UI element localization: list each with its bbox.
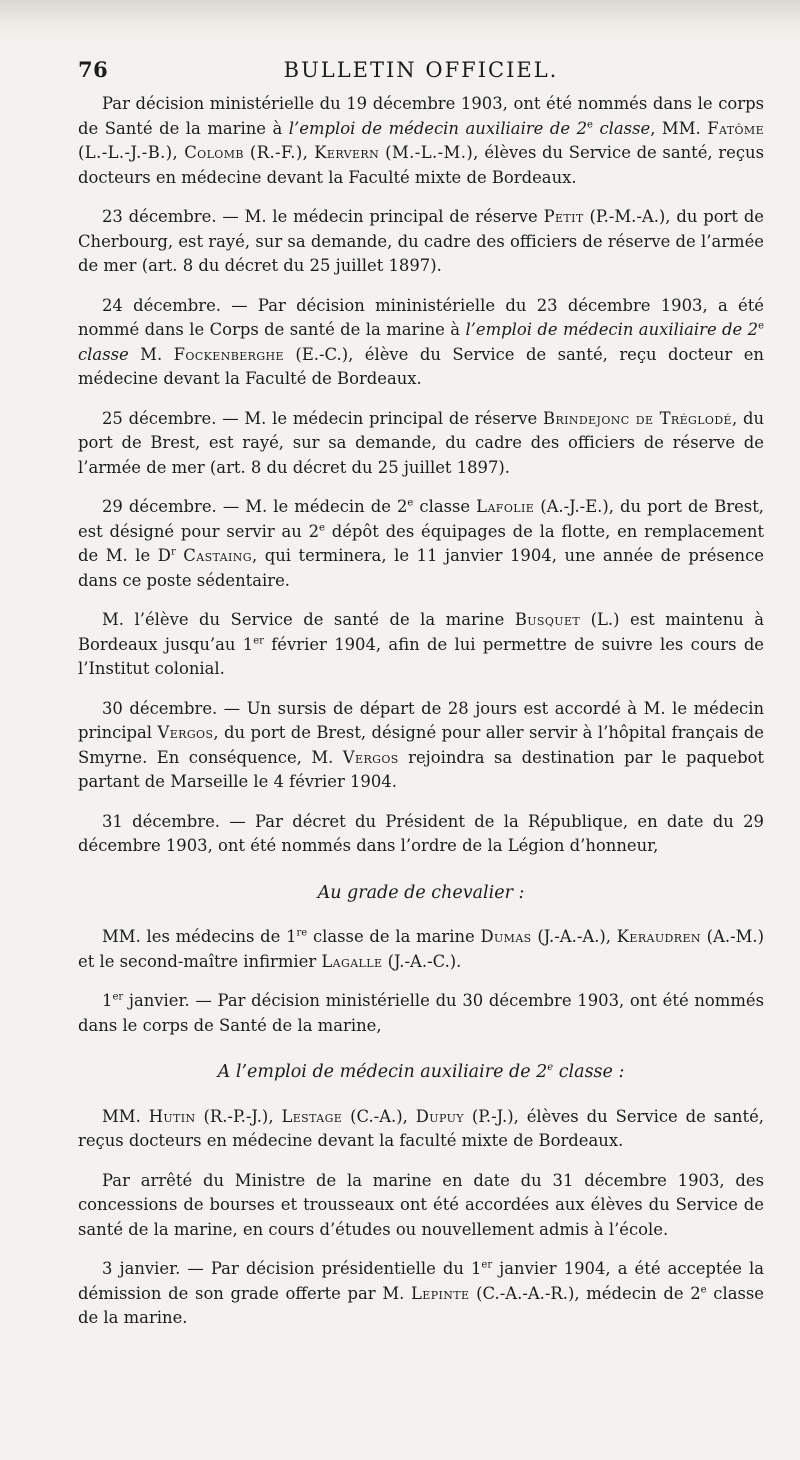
- heading-chevalier: Au grade de chevalier :: [317, 882, 525, 903]
- paragraph-31-decembre: 31 décembre. — Par décret du Président de la République, en date du 29 décembre 1903, ont été nommés dans l’ordre de la Légion d’honneur,: [78, 811, 764, 855]
- paragraph-30-decembre: 30 décembre. — Un sursis de départ de 28 jours est accordé à M. le médecin principal Vergos, du port de Brest, désigné pour aller servir à l’hôpital français de Smyrne. En conséquence, M. Vergos rejoindra sa destination par le paquebot partant de Marseille le 4 février 1904.: [78, 698, 765, 791]
- paragraph-29-decembre: 29 décembre. — M. le médecin de 2e classe Lafolie (A.-J.-E.), du port de Brest, est désigné pour servir au 2e dépôt des équipages de la flotte, en remplacement de M. le $D^r$ Castaing, qui terminera, le 11 janvier 1904, une année de présence dans ce poste sédentaire.: [78, 497, 765, 590]
- person-name: Busquet: [514, 610, 581, 629]
- entry-date: 24 décembre.: [102, 295, 221, 315]
- person-name: Lestage: [281, 1106, 343, 1126]
- paragraph-arrete: Par arrêté du Ministre de la marine en date du 31 décembre 1903, des concessions de bourses et trousseaux ont été accordées aux élèves du Service de santé de la marine, en cours d’études ou nouvellement admis à l’école.: [78, 1170, 764, 1239]
- page-number: 76: [78, 57, 109, 82]
- person-name: Fockenberghe: [173, 344, 284, 364]
- person-name: Lafolie: [476, 497, 535, 516]
- paragraph-chevalier: MM. les médecins de 1re classe de la marine Dumas (J.-A.-A.), Keraudren (A.-M.) et le second-maître infirmier Lagalle (J.-A.-C.).: [78, 927, 765, 971]
- entry-date: 23 décembre.: [102, 207, 217, 226]
- paragraph-1-janvier: 1er janvier. — Par décision ministérielle du 30 décembre 1903, ont été nommés dans le corps de Santé de la marine,: [78, 991, 764, 1035]
- paragraph-19-decembre: Par décision ministérielle du 19 décembre 1903, ont été nommés dans le corps de Santé de la marine à l’emploi de médecin auxiliaire de 2e classe, MM. Fatôme (L.-L.-J.-B.), Colomb (R.-F.), Kervern (M.-L.-M.), élèves du Service de santé, reçus docteurs en médecine devant la Faculté mixte de Bordeaux.: [78, 94, 764, 187]
- person-name: Castaing: [183, 546, 252, 565]
- person-name: Brindejonc de Tréglodé: [543, 408, 732, 428]
- entry-date: 1: [102, 991, 113, 1010]
- paragraph-3-janvier: 3 janvier. — Par décision présidentielle du 1er janvier 1904, a été acceptée la démission de son grade offerte par M. Lepinte (C.-A.-A.-R.), médecin de 2e classe de la marine.: [78, 1259, 765, 1327]
- person-name: Vergos: [342, 747, 399, 767]
- person-name: Dupuy: [415, 1106, 464, 1126]
- person-names: Fatôme (L.-L.-J.-B.), Colomb (R.-F.), Kervern (M.-L.-M.),: [78, 118, 764, 162]
- document-page: [78, 58, 764, 1346]
- paragraph-24-decembre: 24 décembre. — Par décision mininistérielle du 23 décembre 1903, a été nommé dans le Corps de santé de la marine à l’emploi de médecin auxiliaire de 2e classe M. Fockenberghe (E.-C.), élève du Service de santé, reçu docteur en médecine devant la Faculté de Bordeaux.: [78, 295, 764, 388]
- person-name: Hutin: [148, 1106, 196, 1126]
- paragraph-mm-hutin: MM. Hutin (R.-P.-J.), Lestage (C.-A.), Dupuy (P.-J.), élèves du Service de santé, reçus docteurs en médecine devant la faculté mixte de Bordeaux.: [78, 1106, 764, 1150]
- entry-date: 31 décembre.: [102, 811, 221, 831]
- person-name: Keraudren: [616, 927, 701, 946]
- running-title: BULLETIN OFFICIEL.: [283, 58, 559, 82]
- person-name: Lagalle: [321, 951, 383, 971]
- heading-emploi: A l’emploi de médecin auxiliaire de 2e classe :: [217, 1062, 625, 1082]
- paragraph-23-decembre: 23 décembre. — M. le médecin principal de réserve Petit (P.-M.-A.), du port de Cherbourg, est rayé, sur sa demande, du cadre des officiers de réserve de l’armée de mer (art. 8 du décret du 25 juillet 1897).: [78, 207, 765, 275]
- person-name: Vergos: [157, 723, 214, 742]
- person-name: Petit: [543, 207, 584, 226]
- paragraph-busquet: M. l’élève du Service de santé de la marine Busquet (L.) est maintenu à Bordeaux jusqu’au 1er février 1904, afin de lui permettre de suivre les cours de l’Institut colonial.: [78, 610, 765, 678]
- paragraph-25-decembre: 25 décembre. — M. le médecin principal de réserve Brindejonc de Tréglodé, du port de Brest, est rayé, sur sa demande, du cadre des officiers de réserve de l’armée de mer (art. 8 du décret du 25 juillet 1897).: [78, 408, 765, 477]
- entry-date: 29 décembre.: [102, 497, 217, 516]
- entry-date: 25 décembre.: [102, 408, 217, 428]
- person-name: Lepinte: [411, 1283, 470, 1303]
- page-header: [78, 58, 764, 92]
- person-name: Dumas: [480, 927, 532, 946]
- entry-date: 30 décembre.: [102, 698, 218, 718]
- scan-shadow: [0, 0, 800, 42]
